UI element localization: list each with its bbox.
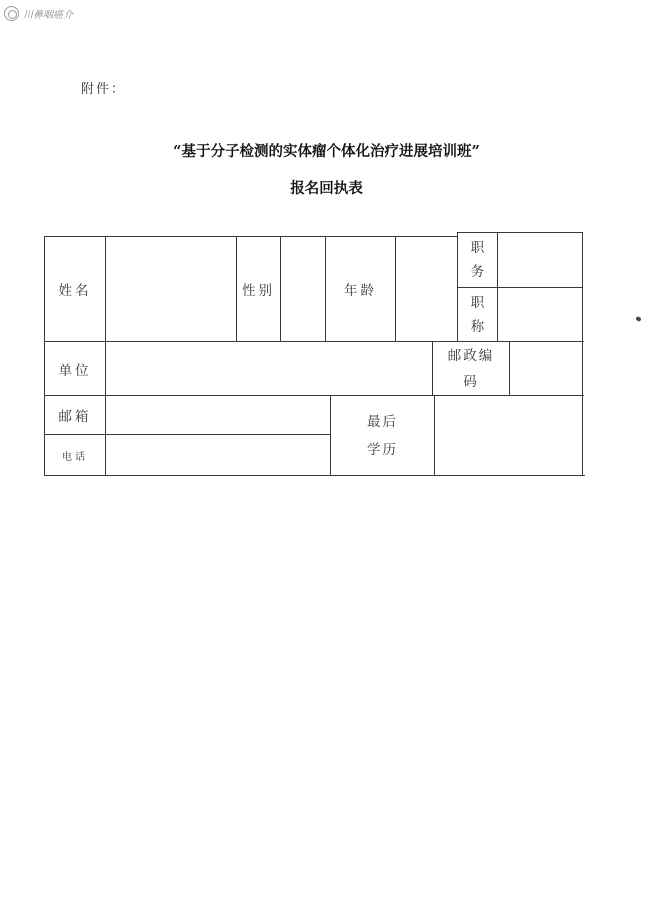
unit-label: 单位 <box>58 362 92 379</box>
postcode-label-line: 邮政编 <box>447 347 495 364</box>
title-label-char: 职 <box>470 294 485 311</box>
phone-label: 电话 <box>62 451 88 463</box>
position-label-char: 职 <box>470 240 485 256</box>
education-label <box>331 396 434 475</box>
position-label-char: 务 <box>470 264 485 280</box>
email-field[interactable] <box>106 396 330 434</box>
table-border-bottom <box>45 475 585 476</box>
name-label: 姓名 <box>58 283 92 299</box>
name-field[interactable] <box>106 237 236 341</box>
postcode-label-line: 码 <box>463 373 479 390</box>
postcode-field[interactable] <box>510 342 582 395</box>
gender-label: 性别 <box>242 283 275 299</box>
attachment-label: 附件： <box>81 82 127 97</box>
gender-field[interactable] <box>281 237 325 341</box>
header-stamp-text: 川鼻咽癌介 <box>23 9 73 21</box>
age-label: 年龄 <box>344 283 377 299</box>
phone-field[interactable] <box>106 435 330 475</box>
document-title: “基于分子检测的实体瘤个体化治疗进展培训班” <box>173 143 480 160</box>
title-label-char: 称 <box>470 318 485 335</box>
table-border-right <box>582 232 583 476</box>
postcode-label <box>433 342 509 395</box>
education-field[interactable] <box>435 396 582 475</box>
email-label: 邮箱 <box>58 409 92 425</box>
position-field[interactable] <box>498 233 582 287</box>
education-label-line: 学历 <box>367 441 398 458</box>
unit-field[interactable] <box>106 342 432 395</box>
age-field[interactable] <box>396 237 457 341</box>
title-field[interactable] <box>498 288 582 341</box>
title-label <box>458 288 497 341</box>
position-label <box>458 233 497 287</box>
form-subtitle: 报名回执表 <box>290 180 363 197</box>
education-label-line: 最后 <box>367 413 398 430</box>
